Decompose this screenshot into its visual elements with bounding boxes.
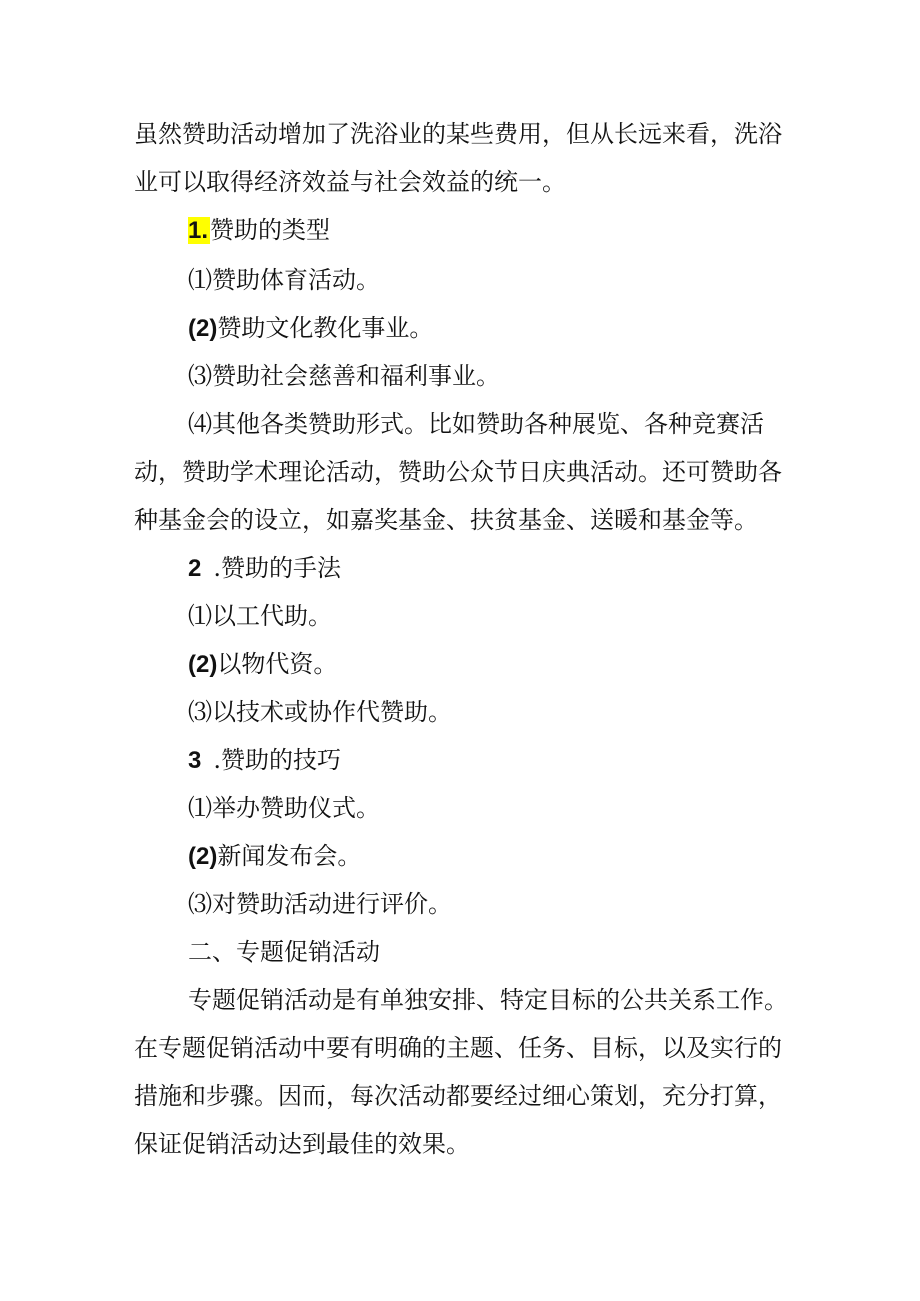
item-text: 赞助体育活动。 [212,266,380,294]
intro-line-2: 业可以取得经济效益与社会效益的统一。 [134,168,566,196]
section-3-heading-text: .赞助的技巧 [213,746,341,774]
section-1-heading-text: 赞助的类型 [210,216,331,244]
chapter-2-paragraph-line-3: 措施和步骤。因而，每次活动都要经过细心策划，充分打算， [134,1082,782,1110]
item-text: 其他各类赞助形式。比如赞助各种展览、各种竞赛活 [212,410,764,438]
chapter-2-heading: 二、专题促销活动 [188,938,380,966]
section-2-heading [188,552,341,585]
item-text: 新闻发布会。 [217,842,362,870]
item-text: 对赞助活动进行评价。 [212,890,452,918]
section-3-item-1 [188,792,380,824]
section-3-item-2 [188,840,361,873]
section-3-item-3 [188,888,452,920]
section-1-number-highlight: 1. [188,217,209,244]
section-2-number: 2 [188,555,202,582]
section-1-item-4-continued-1: 动，赞助学术理论活动，赞助公众节日庆典活动。还可赞助各 [134,458,782,486]
item-text: 以物代资。 [217,650,338,678]
section-1-item-4-continued-2: 种基金会的设立，如嘉奖基金、扶贫基金、送暖和基金等。 [134,506,758,534]
chapter-2-paragraph-line-4: 保证促销活动达到最佳的效果。 [134,1130,470,1158]
section-1-heading [188,214,330,247]
section-2-heading-text: .赞助的手法 [213,554,341,582]
section-1-item-4 [188,408,764,440]
item-marker: ⑴ [188,602,212,630]
item-marker: ⑶ [188,362,212,390]
section-3-number: 3 [188,747,202,774]
item-marker: ⑴ [188,794,212,822]
section-1-item-1 [188,264,380,296]
item-marker: ⑶ [188,698,212,726]
item-text: 赞助社会慈善和福利事业。 [212,362,500,390]
section-2-item-3 [188,696,452,728]
section-3-heading [188,744,341,777]
section-1-item-3 [188,360,500,392]
item-marker: ⑶ [188,890,212,918]
section-2-item-2 [188,648,337,681]
item-marker: ⑷ [188,410,212,438]
item-marker: (2) [188,843,218,870]
item-marker: ⑴ [188,266,212,294]
item-text: 以技术或协作代赞助。 [212,698,452,726]
item-text: 以工代助。 [212,602,332,630]
item-marker: (2) [188,315,218,342]
intro-line-1: 虽然赞助活动增加了洗浴业的某些费用，但从长远来看，洗浴 [134,120,782,148]
section-1-item-2 [188,312,433,345]
chapter-2-paragraph-line-1: 专题促销活动是有单独安排、特定目标的公共关系工作。 [188,986,788,1014]
chapter-2-paragraph-line-2: 在专题促销活动中要有明确的主题、任务、目标，以及实行的 [134,1034,782,1062]
item-text: 举办赞助仪式。 [212,794,380,822]
item-text: 赞助文化教化事业。 [217,314,434,342]
section-2-item-1 [188,600,332,632]
item-marker: (2) [188,651,218,678]
